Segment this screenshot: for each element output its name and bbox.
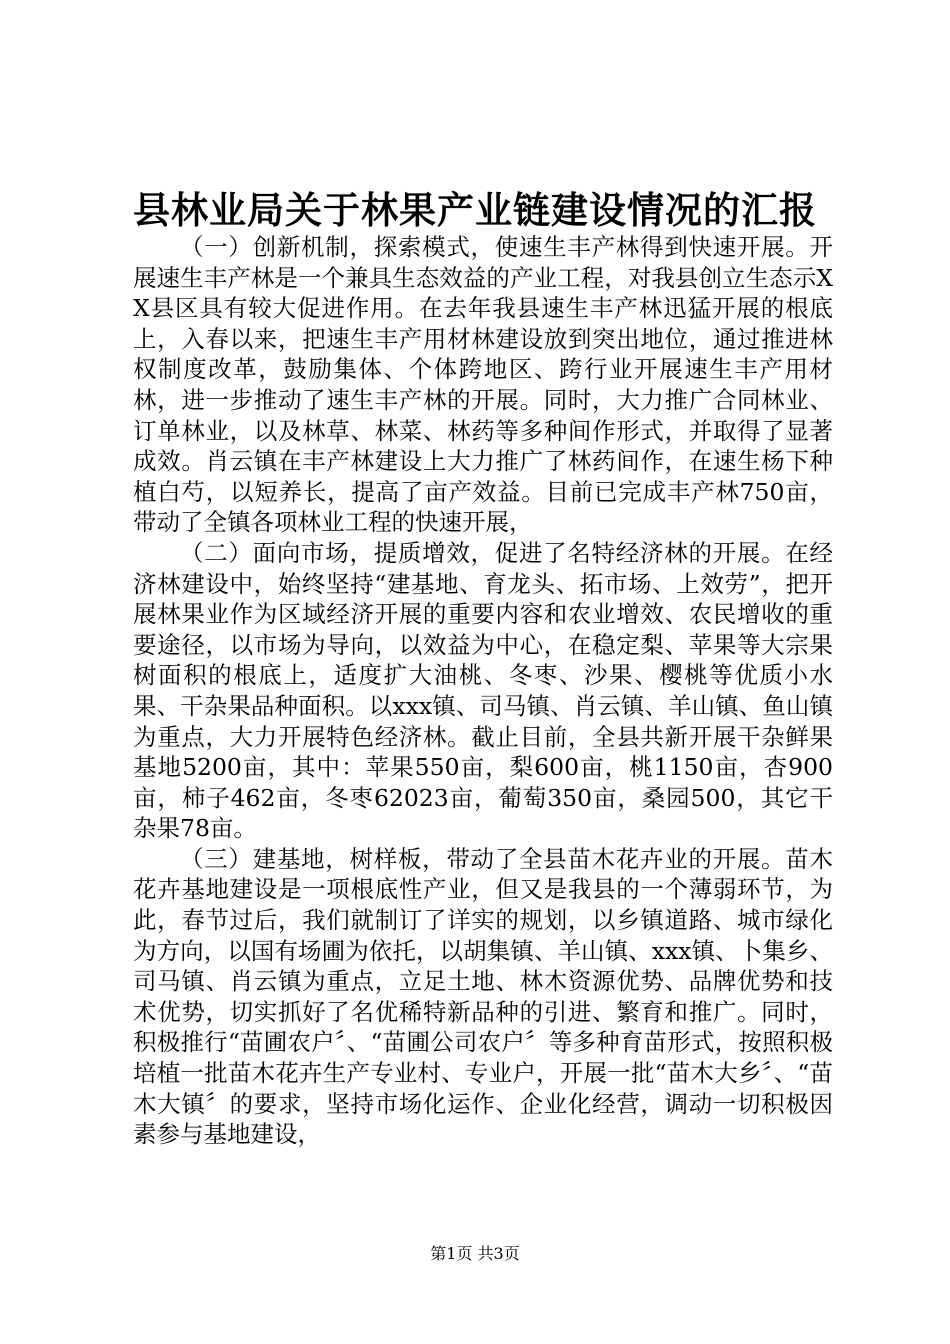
page-number-footer: 第1页 共3页 [430,1244,520,1263]
paragraph-3: （三）建基地，树样板，带动了全县苗木花卉业的开展。苗木花卉基地建设是一项根底性产业，但又是我县的一个薄弱环节，为此，春节过后，我们就制订了详实的规划，以乡镇道路、城市绿化为方向，以国有场圃为依托，以胡集镇、羊山镇、xxx镇、卜集乡、司马镇、肖云镇为重点，立足土地、林木资源优势、品牌优势和技术优势，切实抓好了名优稀特新品种的引进、繁育和推广。同时，积极推行“苗圃农户〞、“苗圃公司农户〞等多种育苗形式，按照积极培植一批苗木花卉生产专业村、专业户，开展一批“苗木大乡〞、“苗木大镇〞的要求，坚持市场化运作、企业化经营，调动一切积极因素参与基地建设， [133,844,833,1149]
paragraph-2: （二）面向市场，提质增效，促进了名特经济林的开展。在经济林建设中，始终坚持“建基地、育龙头、拓市场、上效劳”，把开展林果业作为区域经济开展的重要内容和农业增效、农民增收的重要途径，以市场为导向，以效益为中心，在稳定梨、苹果等大宗果树面积的根底上，适度扩大油桃、冬枣、沙果、樱桃等优质小水果、干杂果品种面积。以xxx镇、司马镇、肖云镇、羊山镇、鱼山镇为重点，大力开展特色经济林。截止目前，全县共新开展干杂鲜果基地5200亩，其中：苹果550亩，梨600亩，桃1150亩，杏900亩，柿子462亩，冬枣62023亩，葡萄350亩，桑园500，其它干杂果78亩。 [133,538,833,843]
document-title: 县林业局关于林果产业链建设情况的汇报 [133,188,817,232]
paragraph-1: （一）创新机制，探索模式，使速生丰产林得到快速开展。开展速生丰产林是一个兼具生态效益的产业工程，对我县创立生态示XX县区具有较大促进作用。在去年我县速生丰产林迅猛开展的根底上，入春以来，把速生丰产用材林建设放到突出地位，通过推进林权制度改革，鼓励集体、个体跨地区、跨行业开展速生丰产用材林，进一步推动了速生丰产林的开展。同时，大力推广合同林业、订单林业，以及林草、林菜、林药等多种间作形式，并取得了显著成效。肖云镇在丰产林建设上大力推广了林药间作，在速生杨下种植白芍，以短养长，提高了亩产效益。目前已完成丰产林750亩，带动了全镇各项林业工程的快速开展， [133,233,833,537]
document-body [133,232,833,1150]
